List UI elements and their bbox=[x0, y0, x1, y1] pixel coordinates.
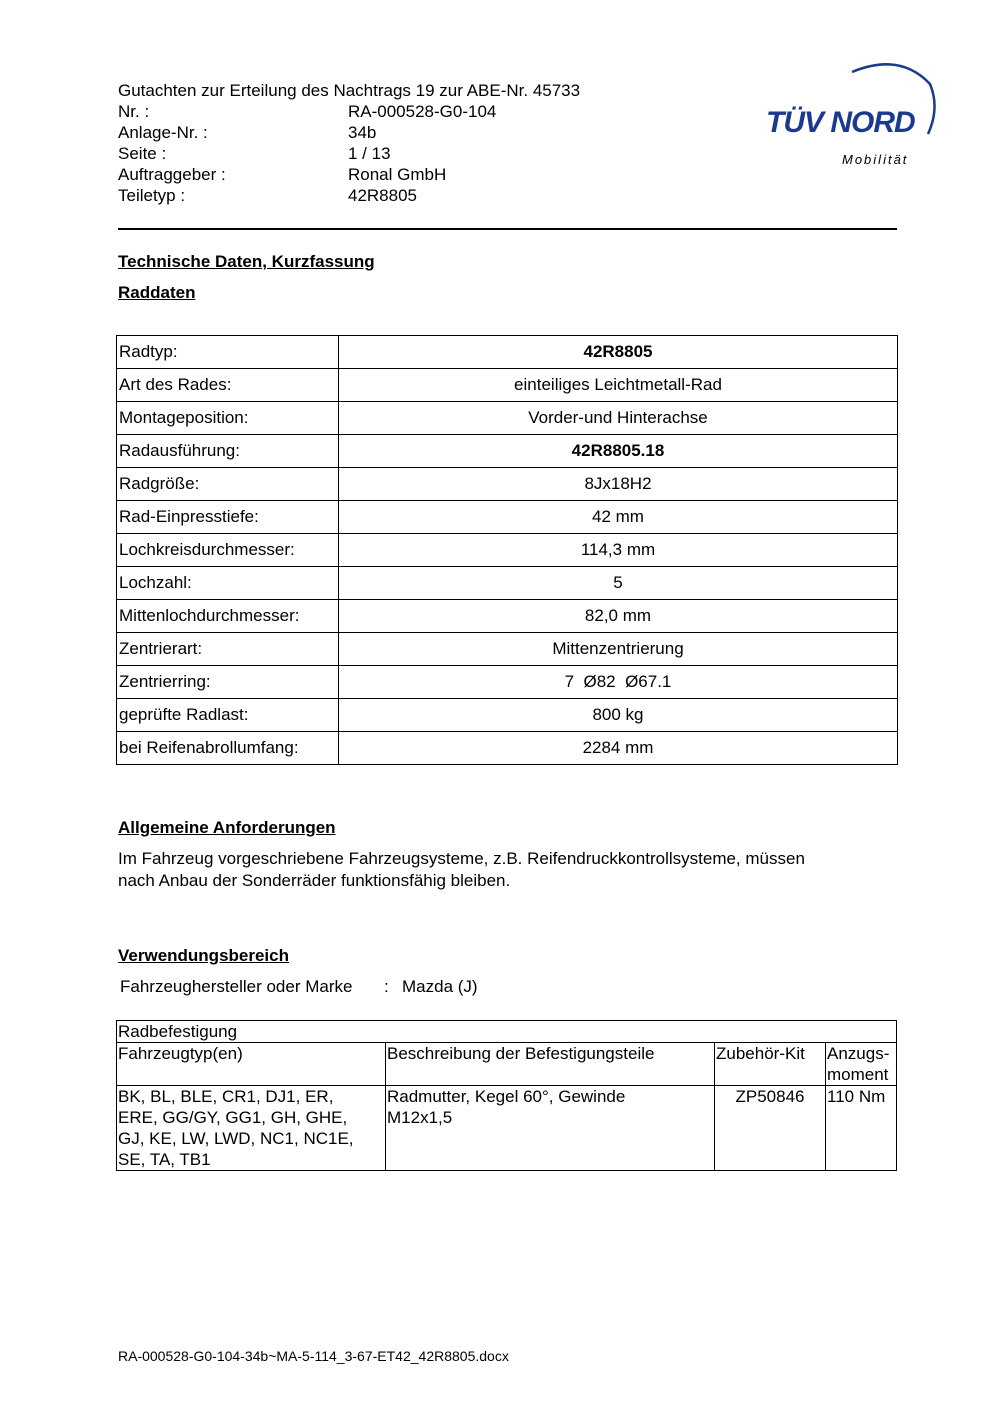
header-value: Ronal GmbH bbox=[348, 165, 447, 184]
header-label: Seite : bbox=[118, 144, 167, 163]
column-header-anzugsmoment bbox=[826, 1043, 897, 1086]
cell-line: Radmutter, Kegel 60°, Gewinde bbox=[387, 1087, 626, 1106]
row-value: Mittenzentrierung bbox=[339, 633, 898, 666]
table-row bbox=[117, 534, 898, 567]
table-row bbox=[117, 666, 898, 699]
verwendung-value: Mazda (J) bbox=[402, 977, 478, 996]
header-line: Anzugs- bbox=[827, 1044, 890, 1063]
row-value: einteiliges Leichtmetall-Rad bbox=[339, 369, 898, 402]
table-row bbox=[117, 1086, 897, 1171]
row-label: Zentrierart: bbox=[117, 633, 339, 666]
header-row-seite bbox=[118, 143, 391, 164]
cell-zubehoer: ZP50846 bbox=[715, 1086, 826, 1171]
row-label: Radausführung: bbox=[117, 435, 339, 468]
row-value: 800 kg bbox=[339, 699, 898, 732]
column-header-beschreibung: Beschreibung der Befestigungsteile bbox=[386, 1043, 715, 1086]
document-title: Gutachten zur Erteilung des Nachtrags 19 zur ABE-Nr. 45733 bbox=[118, 81, 581, 100]
row-label: Zentrierring: bbox=[117, 666, 339, 699]
logo: TÜV NORD bbox=[766, 106, 915, 139]
paragraph-line: nach Anbau der Sonderräder funktionsfähig bleiben. bbox=[118, 871, 511, 890]
cell-line: SE, TA, TB1 bbox=[118, 1150, 211, 1169]
table-row bbox=[117, 699, 898, 732]
header-row-auftraggeber bbox=[118, 164, 447, 185]
cell-line: M12x1,5 bbox=[387, 1108, 453, 1127]
row-value: 114,3 mm bbox=[339, 534, 898, 567]
row-value: 82,0 mm bbox=[339, 600, 898, 633]
row-label: Mittenlochdurchmesser: bbox=[117, 600, 339, 633]
table-title: Radbefestigung bbox=[117, 1021, 897, 1043]
section-heading-technische-daten: Technische Daten, Kurzfassung bbox=[118, 252, 375, 271]
row-label: Radtyp: bbox=[117, 336, 339, 369]
header-value: 34b bbox=[348, 123, 377, 142]
header-value: RA-000528-G0-104 bbox=[348, 102, 497, 121]
table-row bbox=[117, 468, 898, 501]
row-value: Vorder-und Hinterachse bbox=[339, 402, 898, 435]
header-label: Auftraggeber : bbox=[118, 165, 226, 184]
header-row-nr bbox=[118, 101, 497, 122]
row-label: Radgröße: bbox=[117, 468, 339, 501]
row-label: Lochzahl: bbox=[117, 567, 339, 600]
radbefestigung-table bbox=[116, 1020, 897, 1171]
table-row bbox=[117, 501, 898, 534]
header-label: Nr. : bbox=[118, 102, 150, 121]
table-title-row bbox=[117, 1021, 897, 1043]
row-value: 7 Ø82 Ø67.1 bbox=[339, 666, 898, 699]
row-value: 8Jx18H2 bbox=[339, 468, 898, 501]
header-row-teiletyp bbox=[118, 185, 418, 206]
table-row bbox=[117, 600, 898, 633]
row-value: 42 mm bbox=[339, 501, 898, 534]
header-divider bbox=[118, 228, 897, 230]
table-header-row bbox=[117, 1043, 897, 1086]
cell-line: ERE, GG/GY, GG1, GH, GHE, bbox=[118, 1108, 348, 1127]
table-row bbox=[117, 567, 898, 600]
row-label: Art des Rades: bbox=[117, 369, 339, 402]
table-row bbox=[117, 336, 898, 369]
table-row bbox=[117, 402, 898, 435]
row-value: 42R8805 bbox=[339, 336, 898, 369]
column-header-fahrzeugtyp: Fahrzeugtyp(en) bbox=[117, 1043, 386, 1086]
cell-line: BK, BL, BLE, CR1, DJ1, ER, bbox=[118, 1087, 334, 1106]
table-row bbox=[117, 633, 898, 666]
logo-subtitle: Mobilität bbox=[842, 152, 909, 167]
cell-beschreibung bbox=[386, 1086, 715, 1171]
table-row bbox=[117, 732, 898, 765]
section-heading-raddaten: Raddaten bbox=[118, 283, 196, 302]
header-value: 42R8805 bbox=[348, 186, 418, 205]
row-value: 2284 mm bbox=[339, 732, 898, 765]
table-row bbox=[117, 369, 898, 402]
allgemeine-paragraph bbox=[118, 848, 898, 892]
row-value: 42R8805.18 bbox=[339, 435, 898, 468]
row-label: bei Reifenabrollumfang: bbox=[117, 732, 339, 765]
row-label: Lochkreisdurchmesser: bbox=[117, 534, 339, 567]
row-label: Montageposition: bbox=[117, 402, 339, 435]
column-header-zubehoer: Zubehör-Kit bbox=[715, 1043, 826, 1086]
section-heading-verwendung: Verwendungsbereich bbox=[118, 946, 289, 965]
section-heading-allgemeine: Allgemeine Anforderungen bbox=[118, 818, 336, 837]
verwendung-line bbox=[120, 977, 478, 997]
paragraph-line: Im Fahrzeug vorgeschriebene Fahrzeugsysteme, z.B. Reifendruckkontrollsysteme, müssen bbox=[118, 849, 805, 868]
row-label: geprüfte Radlast: bbox=[117, 699, 339, 732]
verwendung-separator: : bbox=[384, 977, 389, 996]
header-label: Anlage-Nr. : bbox=[118, 123, 208, 142]
cell-fahrzeugtyp bbox=[117, 1086, 386, 1171]
verwendung-label: Fahrzeughersteller oder Marke bbox=[120, 977, 353, 996]
header-row-anlage bbox=[118, 122, 377, 143]
cell-line: GJ, KE, LW, LWD, NC1, NC1E, bbox=[118, 1129, 354, 1148]
cell-moment: 110 Nm bbox=[826, 1086, 897, 1171]
footer-filename: RA-000528-G0-104-34b~MA-5-114_3-67-ET42_42R8805.docx bbox=[118, 1348, 509, 1364]
header-line: moment bbox=[827, 1065, 889, 1084]
table-row bbox=[117, 435, 898, 468]
header-value: 1 / 13 bbox=[348, 144, 391, 163]
header-label: Teiletyp : bbox=[118, 186, 186, 205]
row-label: Rad-Einpresstiefe: bbox=[117, 501, 339, 534]
raddaten-table bbox=[116, 335, 898, 765]
row-value: 5 bbox=[339, 567, 898, 600]
